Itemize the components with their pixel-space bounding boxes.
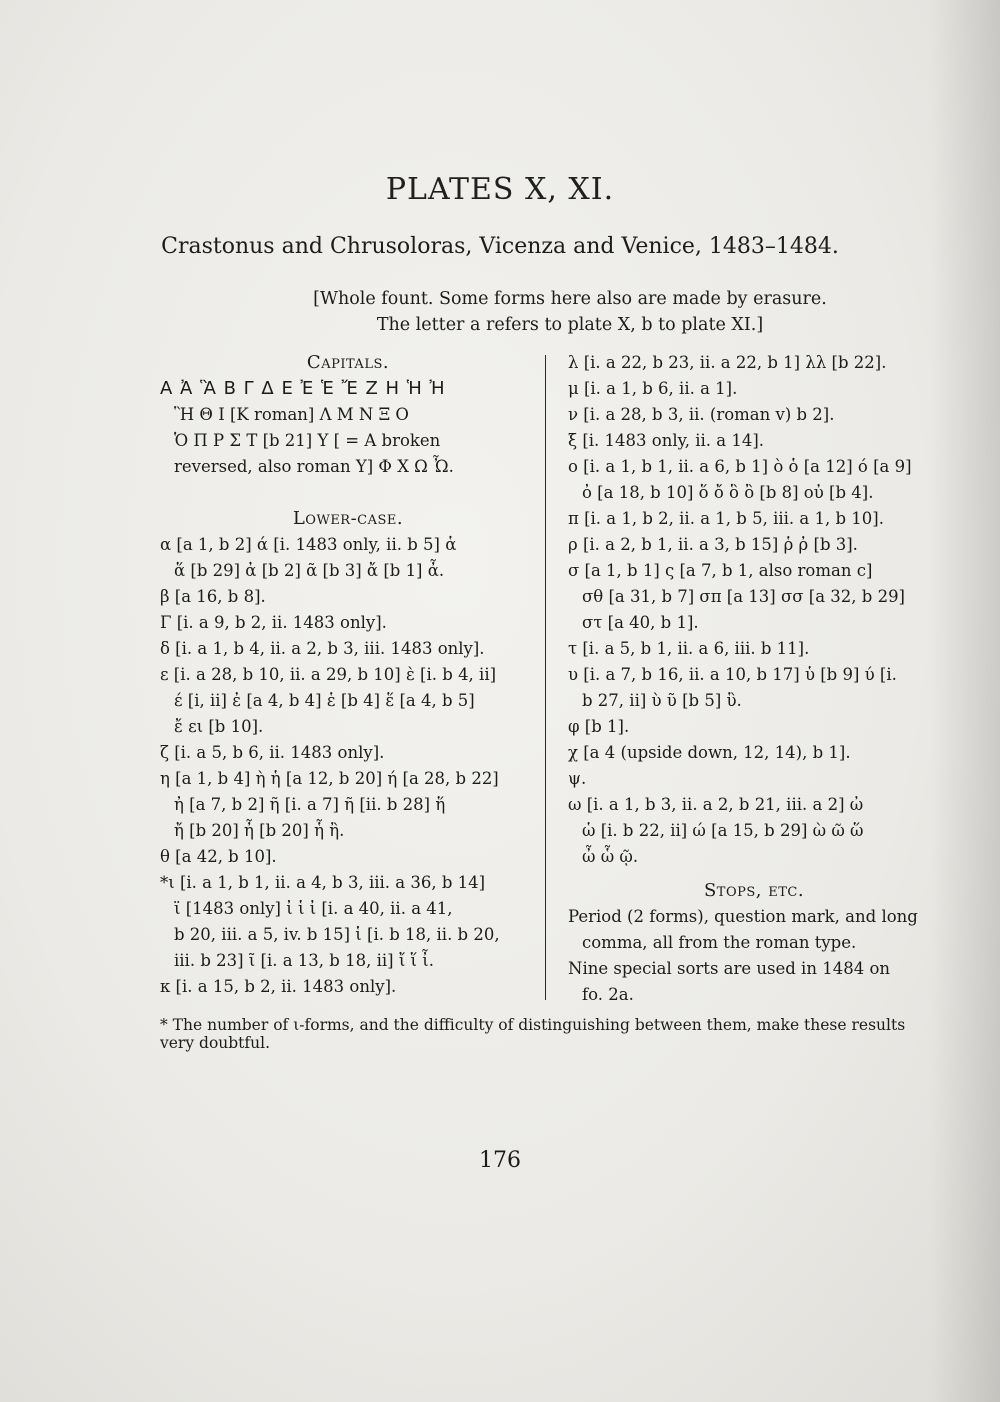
left-column — [160, 350, 536, 1000]
lowercase-line: β [a 16, b 8]. — [160, 587, 266, 606]
lowercase-heading: Lower-case. — [292, 508, 404, 529]
page-edge-shadow — [930, 0, 1000, 1402]
lowercase-line: η [a 1, b 4] ὴ ἡ [a 12, b 20] ή [a 28, b 22] — [160, 769, 499, 788]
column-divider — [545, 355, 546, 1000]
lowercase-line: ἠ [a 7, b 2] ῆ [i. a 7] ῆ [ii. b 28] ἥ — [174, 795, 446, 814]
lowercase-line: Γ [i. a 9, b 2, ii. 1483 only]. — [160, 613, 387, 632]
stops-heading: Stops, etc. — [703, 880, 805, 901]
lowercase-line: ο [i. a 1, b 1, ii. a 6, b 1] ὸ ὁ [a 12] ό [a 9] — [568, 457, 912, 476]
stops-line: Period (2 forms), question mark, and long — [568, 907, 918, 926]
lowercase-line: ω [i. a 1, b 3, ii. a 2, b 21, iii. a 2] ὠ — [568, 795, 864, 814]
lowercase-line: λ [i. a 22, b 23, ii. a 22, b 1] λλ [b 22]. — [568, 353, 887, 372]
lowercase-line: χ [a 4 (upside down, 12, 14), b 1]. — [568, 743, 851, 762]
note-line: [Whole fount. Some forms here also are made by erasure. — [313, 289, 827, 309]
lowercase-line: ε [i. a 28, b 10, ii. a 29, b 10] ὲ [i. b 4, ii] — [160, 665, 497, 684]
page-number: 176 — [479, 1148, 521, 1173]
lowercase-line: υ [i. a 7, b 16, ii. a 10, b 17] ὑ [b 9] ύ [i. — [568, 665, 897, 684]
lowercase-line: στ [a 40, b 1]. — [582, 613, 699, 632]
lowercase-line: φ [b 1]. — [568, 717, 630, 736]
lowercase-line: τ [i. a 5, b 1, ii. a 6, iii. b 11]. — [568, 639, 810, 658]
lowercase-line: ξ [i. 1483 only, ii. a 14]. — [568, 431, 765, 450]
lowercase-line: ἅ [b 29] ἀ [b 2] ᾶ [b 3] ἄ [b 1] ἆ. — [174, 561, 445, 580]
lowercase-line: b 20, iii. a 5, iv. b 15] ἱ [i. b 18, ii. b 20, — [174, 925, 500, 944]
lowercase-line: μ [i. a 1, b 6, ii. a 1]. — [568, 379, 738, 398]
lowercase-line: κ [i. a 15, b 2, ii. 1483 only]. — [160, 977, 397, 996]
lowercase-line: ψ. — [568, 769, 587, 788]
stops-line: comma, all from the roman type. — [582, 933, 857, 952]
lowercase-line: ὡ [i. b 22, ii] ώ [a 15, b 29] ὼ ῶ ὥ — [582, 821, 864, 840]
lowercase-line: ζ [i. a 5, b 6, ii. 1483 only]. — [160, 743, 385, 762]
lowercase-line: θ [a 42, b 10]. — [160, 847, 277, 866]
lowercase-line: *ι [i. a 1, b 1, ii. a 4, b 3, iii. a 36, b 14] — [160, 873, 486, 892]
capitals-line: reversed, also roman Y] Φ Χ Ω Ὦ. — [174, 457, 454, 476]
bracket-note — [270, 286, 870, 338]
lowercase-line: ν [i. a 28, b 3, ii. (roman v) b 2]. — [568, 405, 835, 424]
lowercase-line: iii. b 23] ῖ [i. a 13, b 18, ii] ἴ ἵ ἶ. — [174, 951, 434, 970]
stops-line: Nine special sorts are used in 1484 on — [568, 959, 890, 978]
lowercase-line: ὀ [a 18, b 10] ὅ ὄ ὃ ὂ [b 8] οὐ [b 4]. — [582, 483, 874, 502]
capitals-line: Ἣ Θ Ι [K roman] Λ Μ Ν Ξ Ο — [174, 405, 409, 424]
capitals-line: Ὁ Π Ρ Σ Τ [b 21] Υ [ = A broken — [174, 431, 441, 450]
lowercase-line: π [i. a 1, b 2, ii. a 1, b 5, iii. a 1, b 10]. — [568, 509, 884, 528]
lowercase-line: ρ [i. a 2, b 1, ii. a 3, b 15] ῥ ῤ [b 3]. — [568, 535, 858, 554]
lowercase-line: δ [i. a 1, b 4, ii. a 2, b 3, iii. 1483 only]. — [160, 639, 485, 658]
page-subtitle: Crastonus and Chrusoloras, Vicenza and Venice, 1483–1484. — [161, 234, 839, 259]
capitals-line: Α Ἀ Ἃ Β Γ Δ Ε Ἐ Ἑ Ἔ Ζ Η Ἡ Ἠ — [160, 378, 446, 399]
capitals-heading: Capitals. — [306, 352, 390, 373]
note-line: The letter a refers to plate X, b to plate XI.] — [376, 315, 764, 335]
lowercase-line: ἤ [b 20] ἦ [b 20] ἧ ἢ. — [174, 821, 345, 840]
lowercase-line: ὦ ὧ ῷ. — [582, 847, 639, 866]
lowercase-line: σθ [a 31, b 7] σπ [a 13] σσ [a 32, b 29] — [582, 587, 905, 606]
lowercase-line: ϊ [1483 only] ἰ ἱ ἰ [i. a 40, ii. a 41, — [174, 899, 453, 918]
lowercase-line: α [a 1, b 2] ά [i. 1483 only, ii. b 5] ἁ — [160, 535, 457, 554]
page-title: PLATES X, XI. — [385, 172, 615, 207]
lowercase-line: έ [i, ii] ἐ [a 4, b 4] ἑ [b 4] ἕ [a 4, b 5] — [174, 691, 475, 710]
lowercase-line: σ [a 1, b 1] ς [a 7, b 1, also roman c] — [568, 561, 873, 580]
lowercase-line: ἔ ει [b 10]. — [174, 717, 264, 736]
footnote: * The number of ι-forms, and the difficulty of distinguishing between them, make these results very doubtful. — [160, 1016, 906, 1052]
lowercase-line: b 27, ii] ὺ ῦ [b 5] ὓ. — [582, 691, 742, 710]
right-column — [568, 350, 940, 1008]
stops-line: fo. 2a. — [582, 985, 634, 1004]
